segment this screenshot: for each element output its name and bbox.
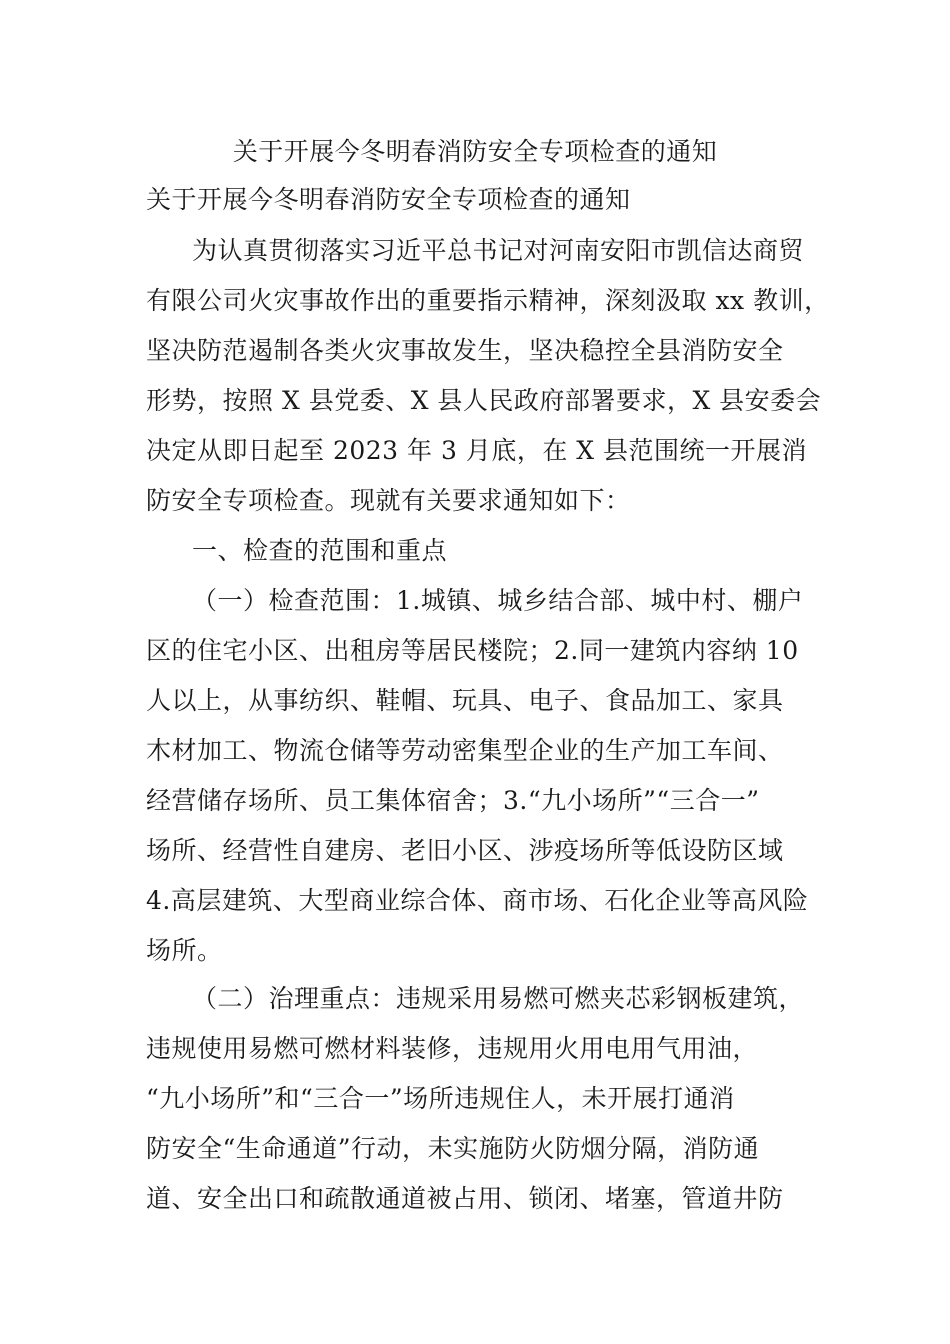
- text-line: 经营储存场所、员工集体宿舍；3.“九小场所”“三合一”: [146, 786, 760, 815]
- text-line: 有限公司火灾事故作出的重要指示精神，深刻汲取 xx 教训，: [146, 286, 830, 315]
- text-line: 道、安全出口和疏散通道被占用、锁闭、堵塞，管道井防: [146, 1184, 784, 1213]
- text-line: 防安全专项检查。现就有关要求通知如下：: [146, 486, 631, 515]
- text-line: 人以上，从事纺织、鞋帽、玩具、电子、食品加工、家具: [146, 686, 784, 715]
- text-line: 形势，按照 X 县党委、X 县人民政府部署要求，X 县安委会: [146, 386, 822, 415]
- text-line: 场所。: [146, 936, 223, 965]
- body-paragraph-focus: [146, 974, 818, 1224]
- text-line: 为认真贯彻落实习近平总书记对河南安阳市凯信达商贸: [192, 236, 805, 265]
- body-paragraph-scope: [146, 576, 818, 976]
- body-paragraph-intro: [146, 226, 830, 526]
- text-line: 决定从即日起至 2023 年 3 月底，在 X 县范围统一开展消: [146, 436, 808, 465]
- document-subtitle: 关于开展今冬明春消防安全专项检查的通知: [146, 185, 631, 214]
- text-line: 4.高层建筑、大型商业综合体、商市场、石化企业等高风险: [146, 886, 809, 915]
- section-heading-1: [146, 526, 818, 576]
- text-line: （一）检查范围：1.城镇、城乡结合部、城中村、棚户: [192, 586, 804, 615]
- text-line: （二）治理重点：违规采用易燃可燃夹芯彩钢板建筑，: [192, 984, 805, 1013]
- text-line: 木材加工、物流仓储等劳动密集型企业的生产加工车间、: [146, 736, 784, 765]
- text-line: “九小场所”和“三合一”场所违规住人，未开展打通消: [146, 1084, 735, 1113]
- text-line: 坚决防范遏制各类火灾事故发生，坚决稳控全县消防安全: [146, 336, 784, 365]
- text-line: 区的住宅小区、出租房等居民楼院；2.同一建筑内容纳 10: [146, 636, 799, 665]
- text-line: 违规使用易燃可燃材料装修，违规用火用电用气用油，: [146, 1034, 759, 1063]
- text-line: 场所、经营性自建房、老旧小区、涉疫场所等低设防区域: [146, 836, 784, 865]
- text-line: 防安全“生命通道”行动，未实施防火防烟分隔，消防通: [146, 1134, 760, 1163]
- document-title: 关于开展今冬明春消防安全专项检查的通知: [232, 137, 718, 166]
- section-heading: 一、检查的范围和重点: [192, 536, 448, 565]
